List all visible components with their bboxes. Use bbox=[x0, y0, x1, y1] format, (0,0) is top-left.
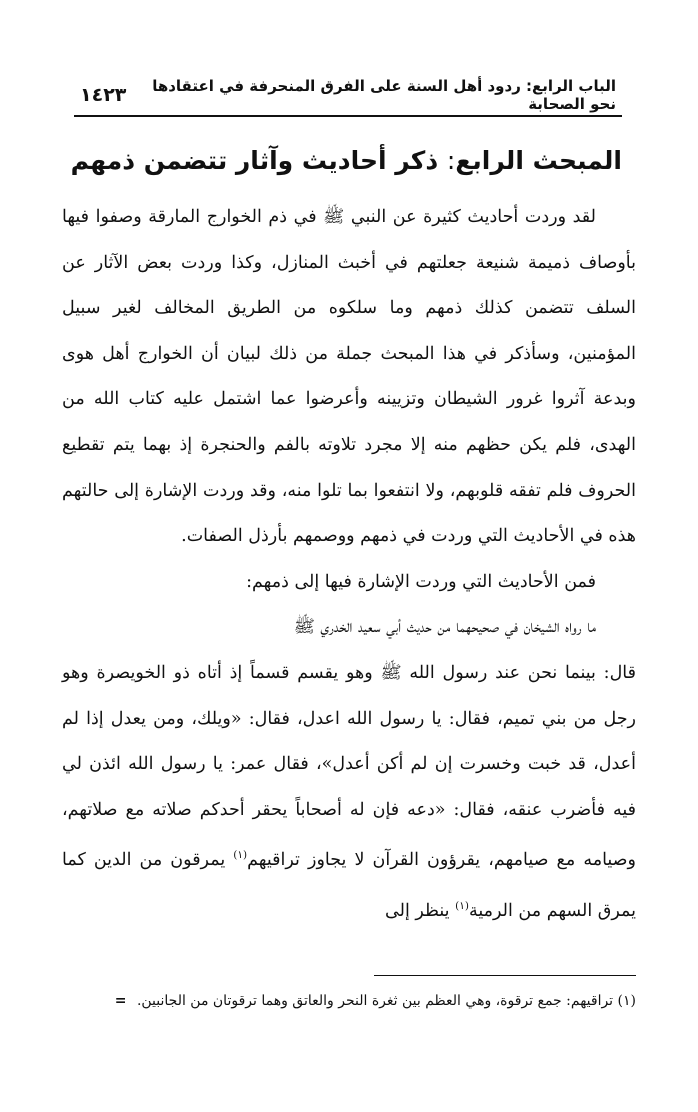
section-label: المبحث الرابع bbox=[455, 146, 622, 175]
footnote-rule bbox=[374, 975, 636, 976]
hadith-text-end: ينظر إلى bbox=[385, 900, 456, 921]
footnote-marker: (١) bbox=[233, 849, 248, 862]
paragraph-narration: ما رواه الشيخان في صحيحهما من حديث أبي سعيد الخدري ﷺ bbox=[293, 617, 596, 638]
footnote bbox=[62, 990, 636, 1012]
body-text bbox=[62, 195, 636, 934]
paragraph-lead-in: فمن الأحاديث التي وردت الإشارة فيها إلى ذمهم: bbox=[246, 571, 596, 592]
continuation-mark: = bbox=[114, 993, 127, 1009]
footnote-marker: (١) bbox=[455, 899, 469, 912]
paragraph-intro: لقد وردت أحاديث كثيرة عن النبي ﷺ في ذم الخوارج المارقة وصفوا فيها بأوصاف ذميمة شنيعة جعلتهم في أخبث المنازل، وكذا وردت بعض الآثار عن السلف تتضمن كذلك ذمهم وما سلكوه من الطريق المخالف لغير سبيل المؤمنين، وسأذكر في هذا المبحث جملة من ذلك لبيان أن الخوارج أهل هوى وبدعة آثروا غرور الشيطان وتزيينه وأعرضوا عما اشتمل عليه كتاب الله من الهدى، فلم يكن حظهم منه إلا مجرد تلاوته بالفم والحنجرة إذ بهما يتم تقطيع الحروف فلم تفقه قلوبهم، ولا انتفعوا بما تلوا منه، وقد وردت الإشارة إلى حالتهم هذه في الأحاديث التي وردت في ذمهم ووصمهم بأرذل الصفات. bbox=[62, 207, 636, 547]
section-title: ذكر أحاديث وآثار تتضمن ذمهم bbox=[70, 146, 439, 175]
section-heading bbox=[70, 143, 622, 179]
section-separator: : bbox=[446, 146, 456, 175]
hadith-text-continued: يمرقون من الدين كما يمرق السهم من الرمية bbox=[62, 850, 636, 921]
running-header bbox=[80, 77, 616, 113]
running-title: الباب الرابع: ردود أهل السنة على الفرق المنحرفة في اعتقادها نحو الصحابة bbox=[152, 77, 616, 113]
paragraph-hadith bbox=[62, 651, 636, 934]
page-number: ١٤٢٣ bbox=[80, 84, 127, 106]
hadith-text: قال: بينما نحن عند رسول الله ﷺ وهو يقسم قسماً إذ أتاه ذو الخويصرة وهو رجل من بني تميم، فقال: يا رسول الله اعدل، فقال: «ويلك، ومن يعدل إذا لم أعدل، قد خبت وخسرت إن لم أكن أعدل»، فقال عمر: يا رسول الله ائذن لي فيه فأضرب عنقه، فقال: «دعه فإن له أصحاباً يحقر أحدكم صلاته مع صلاتهم، وصيامه مع صيامهم، يقرؤون القرآن لا يجاوز تراقيهم bbox=[62, 662, 636, 871]
header-rule bbox=[74, 115, 622, 117]
footnote-text: (١) تراقيهم: جمع ترقوة، وهي العظم بين ثغرة النحر والعاتق وهما ترقوتان من الجانبين. bbox=[136, 993, 636, 1009]
